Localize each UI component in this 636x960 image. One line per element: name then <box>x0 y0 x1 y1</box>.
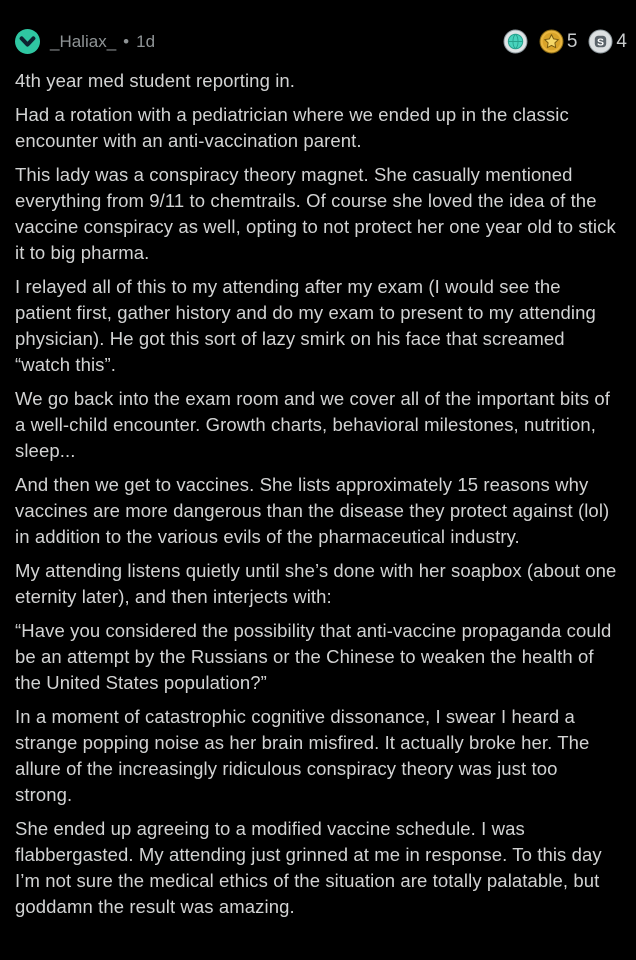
post-timestamp: 1d <box>136 31 156 51</box>
gold-award-icon[interactable] <box>539 29 564 54</box>
silver-award-icon[interactable] <box>588 29 613 54</box>
separator-dot: • <box>123 31 130 51</box>
post-body <box>0 55 636 920</box>
post-paragraph: I relayed all of this to my attending after my exam (I would see the patient first, gather history and do my exam to present to my attending physician). He got this sort of lazy smirk on his face that screamed “watch this”. <box>15 276 596 375</box>
username[interactable]: _Haliax_ <box>50 31 117 51</box>
post-paragraph: My attending listens quietly until she’s done with her soapbox (about one eternity later), and then interjects with: <box>15 560 617 607</box>
post-paragraph: “Have you considered the possibility that anti-vaccine propaganda could be an attempt by the Russians or the Chinese to weaken the health of the United States population?” <box>15 620 612 693</box>
post-paragraph: She ended up agreeing to a modified vaccine schedule. I was flabbergasted. My attending just grinned at me in response. To this day I’m not sure the medical ethics of the situation are totally palatable, but goddamn the result was amazing. <box>15 818 602 917</box>
post-paragraph: And then we get to vaccines. She lists approximately 15 reasons why vaccines are more dangerous than the disease they protect against (lol) in addition to the various evils of the pharmaceutical industry. <box>15 474 610 547</box>
user-avatar-icon[interactable] <box>14 28 41 55</box>
post-paragraph: Had a rotation with a pediatrician where we ended up in the classic encounter with an anti-vaccination parent. <box>15 104 569 151</box>
post-paragraph: 4th year med student reporting in. <box>15 70 296 91</box>
post-paragraph: This lady was a conspiracy theory magnet. She casually mentioned everything from 9/11 to chemtrails. Of course she loved the idea of the vaccine conspiracy as well, opting to not protect her one year old to stick it to big pharma. <box>15 164 616 263</box>
platinum-award-icon[interactable] <box>503 29 528 54</box>
post-paragraph: In a moment of catastrophic cognitive dissonance, I swear I heard a strange popping noise as her brain misfired. It actually broke her. The allure of the increasingly ridiculous conspiracy theory was just too strong. <box>15 706 590 805</box>
post-paragraph: We go back into the exam room and we cover all of the important bits of a well-child encounter. Growth charts, behavioral milestones, nutrition, sleep... <box>15 388 610 461</box>
post-author[interactable] <box>14 28 155 55</box>
silver-award-count: 4 <box>616 30 627 52</box>
post-awards <box>492 29 627 54</box>
post-header <box>0 0 636 55</box>
gold-award-count: 5 <box>566 30 578 52</box>
svg-text:S: S <box>597 36 605 49</box>
